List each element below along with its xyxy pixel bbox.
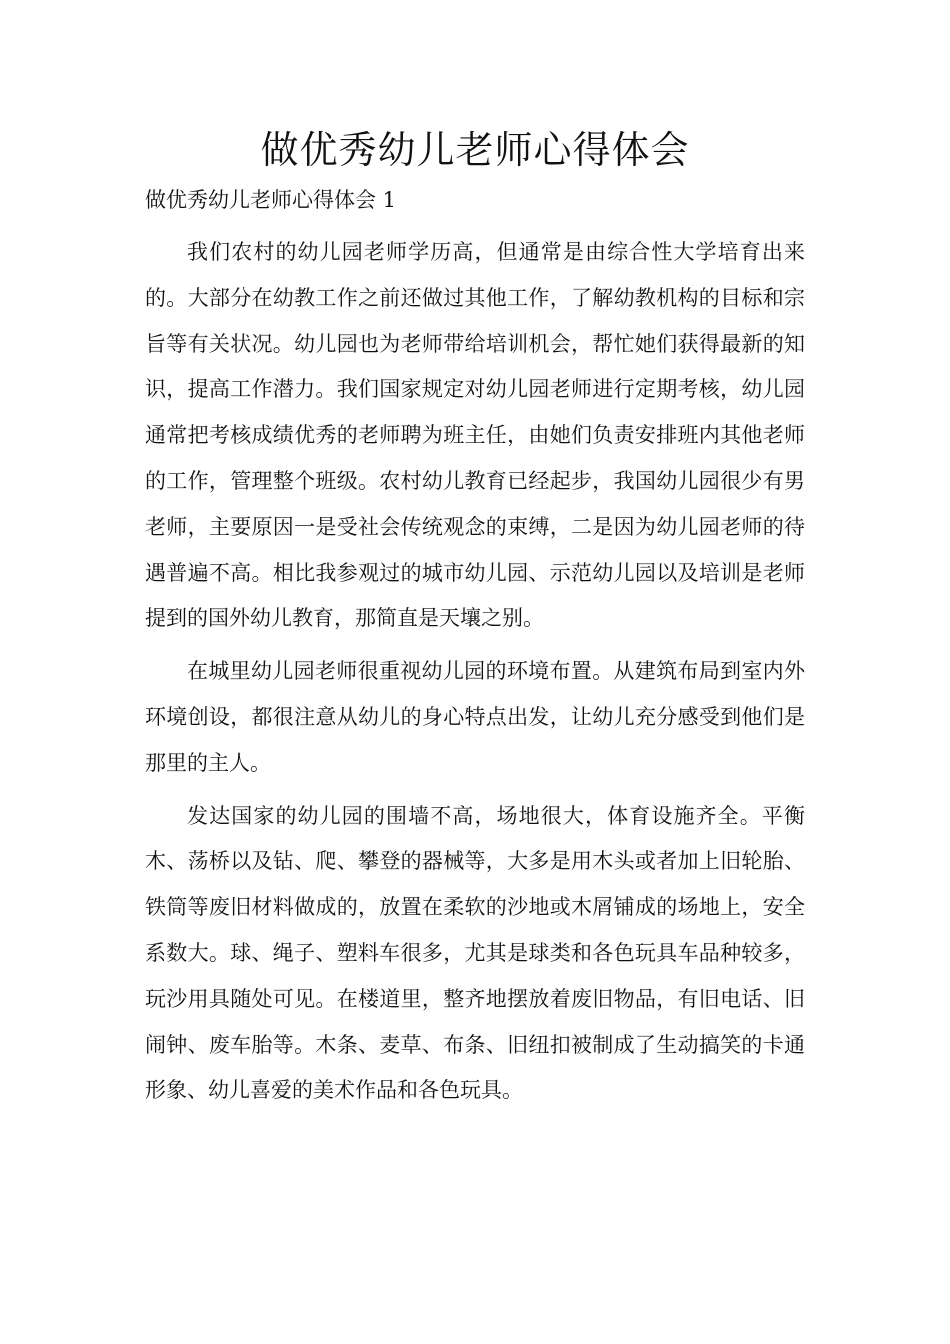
section-heading: 做优秀幼儿老师心得体会 1: [145, 188, 397, 212]
paragraph-2: 在城里幼儿园老师很重视幼儿园的环境布置。从建筑布局到室内外环境创设，都很注意从幼儿的身心特点出发，让幼儿充分感受到他们是那里的主人。: [145, 659, 805, 775]
paragraph-1: 我们农村的幼儿园老师学历高，但通常是由综合性大学培育出来的。大部分在幼教工作之前还做过其他工作，了解幼教机构的目标和宗旨等有关状况。幼儿园也为老师带给培训机会，帮忙她们获得最新的知识，提高工作潜力。我们国家规定对幼儿园老师进行定期考核，幼儿园通常把考核成绩优秀的老师聘为班主任，由她们负责安排班内其他老师的工作，管理整个班级。农村幼儿教育已经起步，我国幼儿园很少有男老师，主要原因一是受社会传统观念的束缚，二是因为幼儿园老师的待遇普遍不高。相比我参观过的城市幼儿园、示范幼儿园以及培训是老师提到的国外幼儿教育，那简直是天壤之别。: [145, 240, 805, 631]
document-title: 做优秀幼儿老师心得体会: [260, 128, 690, 172]
document-body: [145, 230, 805, 1121]
paragraph-3: 发达国家的幼儿园的围墙不高，场地很大，体育设施齐全。平衡木、荡桥以及钻、爬、攀登的器械等，大多是用木头或者加上旧轮胎、铁筒等废旧材料做成的，放置在柔软的沙地或木屑铺成的场地上，安全系数大。球、绳子、塑料车很多，尤其是球类和各色玩具车品种较多，玩沙用具随处可见。在楼道里，整齐地摆放着废旧物品，有旧电话、旧闹钟、废车胎等。木条、麦草、布条、旧纽扣被制成了生动搞笑的卡通形象、幼儿喜爱的美术作品和各色玩具。: [145, 803, 805, 1103]
